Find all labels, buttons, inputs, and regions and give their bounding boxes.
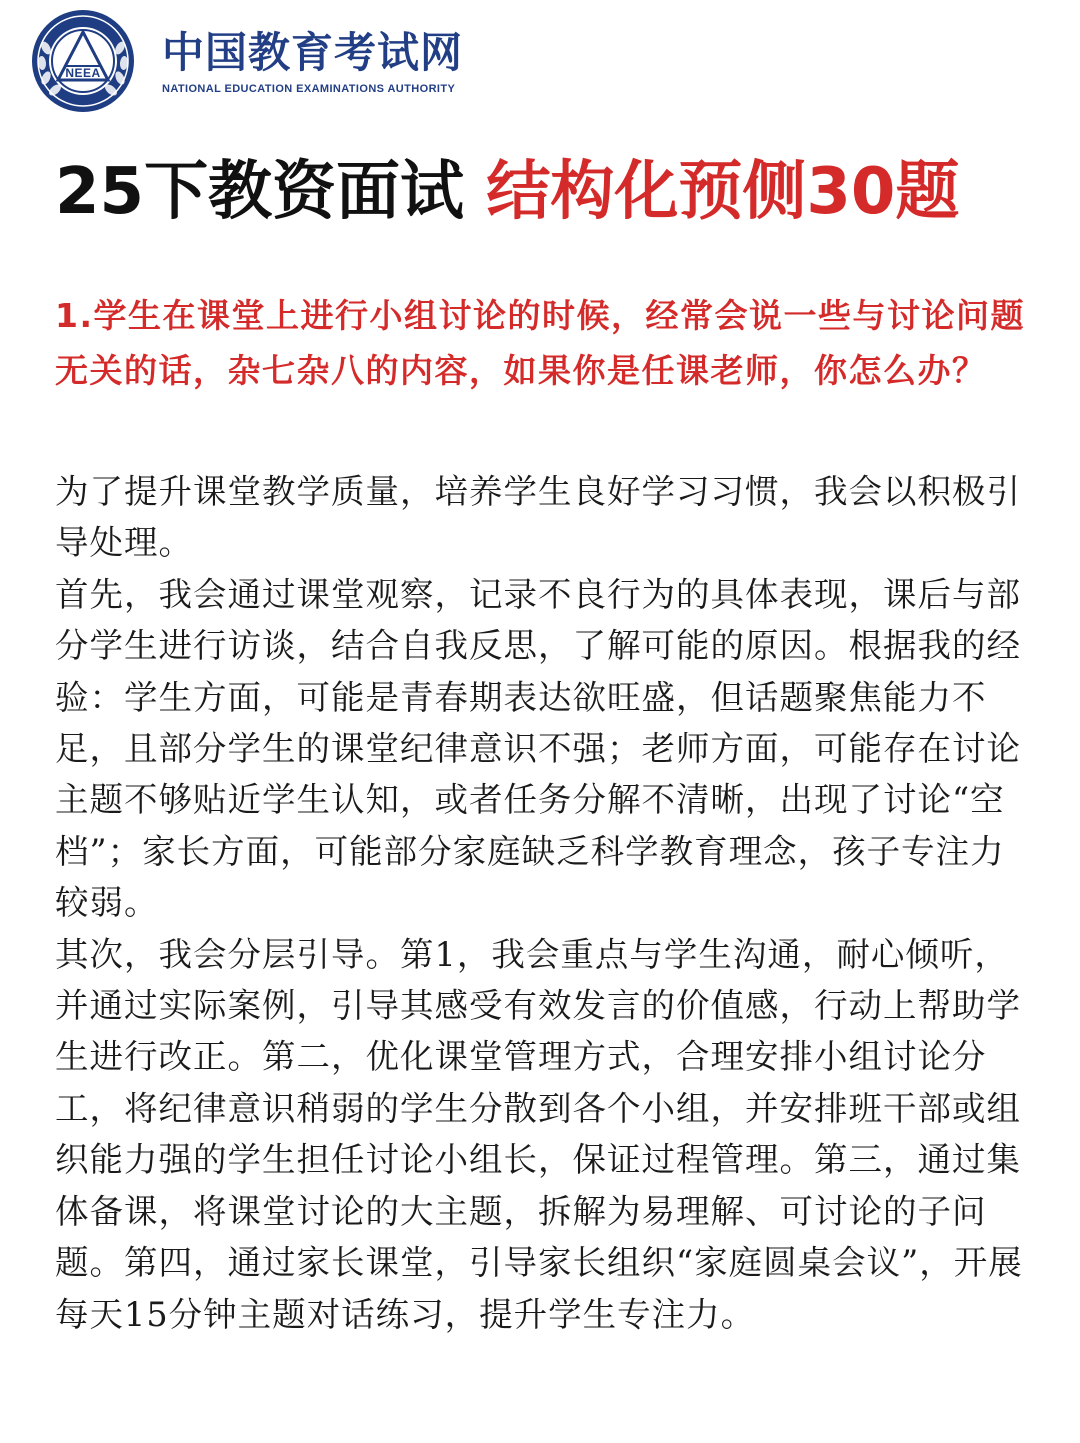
seal-badge-text: NEEA [65,66,101,80]
neea-seal-icon [22,8,144,114]
answer-paragraph: 其次，我会分层引导。第1，我会重点与学生沟通，耐心倾听，并通过实际案例，引导其感受有效发言的价值感，行动上帮助学生进行改正。第二，优化课堂管理方式，合理安排小组讨论分工，将纪律意识稍弱的学生分散到各个小组，并安排班干部或组织能力强的学生担任讨论小组长，保证过程管理。第三，通过集体备课，将课堂讨论的大主题，拆解为易理解、可讨论的子问题。第四，通过家长课堂，引导家长组织“家庭圆桌会议”，开展每天15分钟主题对话练习，提升学生专注力。 [55,934,1023,1334]
title-part-red: 结构化预侧30题 [486,155,960,229]
logo-text [162,28,463,96]
site-name-english: NATIONAL EDUCATION EXAMINATIONS AUTHORITY [162,83,456,95]
header [22,8,542,118]
question-heading: 1.学生在课堂上进行小组讨论的时候，经常会说一些与讨论问题无关的话，杂七杂八的内容，如果你是任课老师，你怎么办？ [55,296,1025,390]
answer-body [55,466,1027,1340]
page-title [55,152,959,232]
answer-paragraph: 首先，我会通过课堂观察，记录不良行为的具体表现，课后与部分学生进行访谈，结合自我反思，了解可能的原因。根据我的经验：学生方面，可能是青春期表达欲旺盛，但话题聚焦能力不足，且部分学生的课堂纪律意识不强；老师方面，可能存在讨论主题不够贴近学生认知，或者任务分解不清晰，出现了讨论“空档”；家长方面，可能部分家庭缺乏科学教育理念，孩子专注力较弱。 [55,574,1021,923]
answer-paragraph: 为了提升课堂教学质量，培养学生良好学习习惯，我会以积极引导处理。 [55,472,1021,563]
site-name: 中国教育考试网 [162,28,464,77]
title-part-black: 25下教资面试 [55,155,487,229]
